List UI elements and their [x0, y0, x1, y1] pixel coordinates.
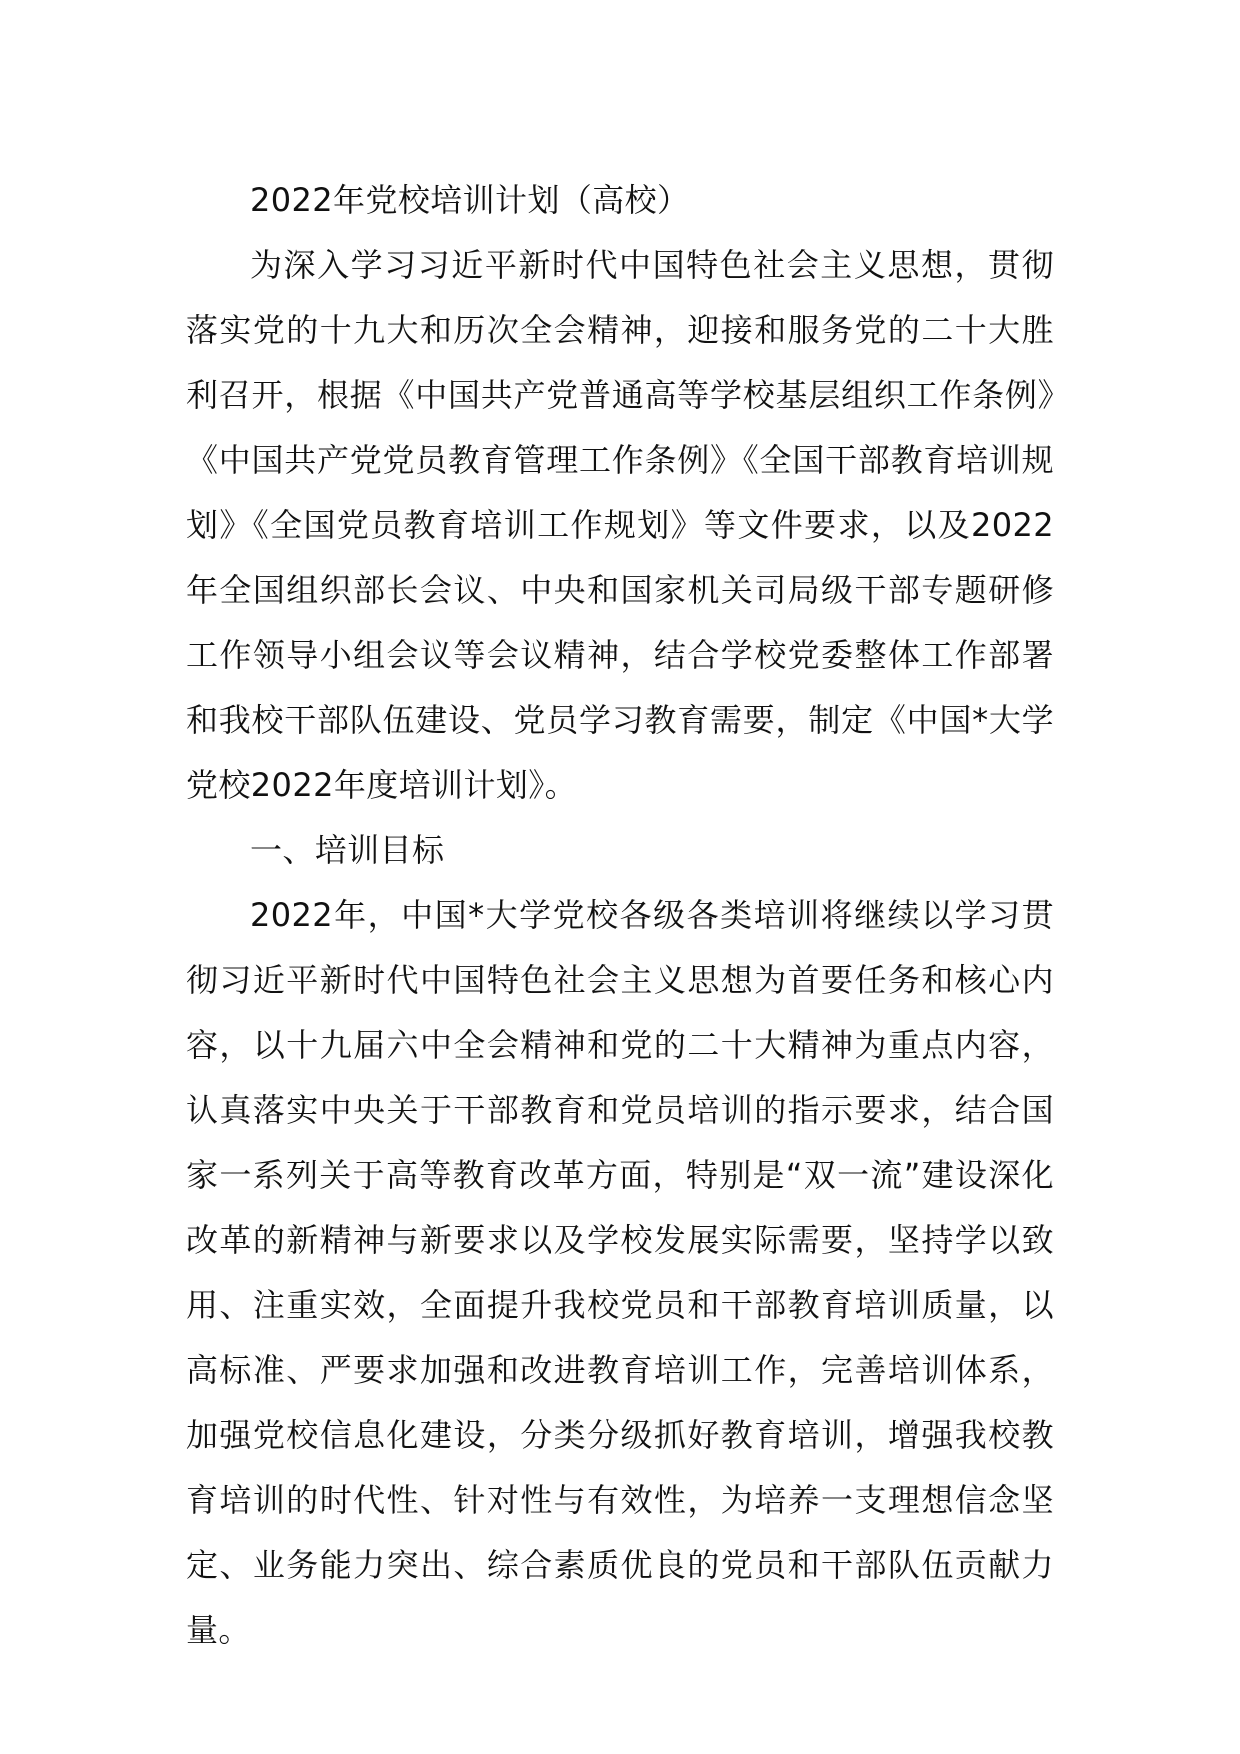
section-heading-training-goals: 一、培训目标: [250, 831, 445, 869]
document-title: 2022年党校培训计划（高校）: [250, 181, 690, 219]
document-body: [186, 168, 1054, 1663]
training-goals-paragraph: 2022年，中国*大学党校各级各类培训将继续以学习贯彻习近平新时代中国特色社会主义思想为首要任务和核心内容，以十九届六中全会精神和党的二十大精神为重点内容，认真落实中央关于干部教育和党员培训的指示要求，结合国家一系列关于高等教育改革方面，特别是“双一流”建设深化改革的新精神与新要求以及学校发展实际需要，坚持学以致用、注重实效，全面提升我校党员和干部教育培训质量，以高标准、严要求加强和改进教育培训工作，完善培训体系，加强党校信息化建设，分类分级抓好教育培训，增强我校教育培训的时代性、针对性与有效性，为培养一支理想信念坚定、业务能力突出、综合素质优良的党员和干部队伍贡献力量。: [186, 896, 1054, 1649]
intro-paragraph: 为深入学习习近平新时代中国特色社会主义思想，贯彻落实党的十九大和历次全会精神，迎接和服务党的二十大胜利召开，根据《中国共产党普通高等学校基层组织工作条例》《中国共产党党员教育管理工作条例》《全国干部教育培训规划》《全国党员教育培训工作规划》等文件要求，以及2022年全国组织部长会议、中央和国家机关司局级干部专题研修工作领导小组会议等会议精神，结合学校党委整体工作部署和我校干部队伍建设、党员学习教育需要，制定《中国*大学党校2022年度培训计划》。: [186, 246, 1054, 804]
